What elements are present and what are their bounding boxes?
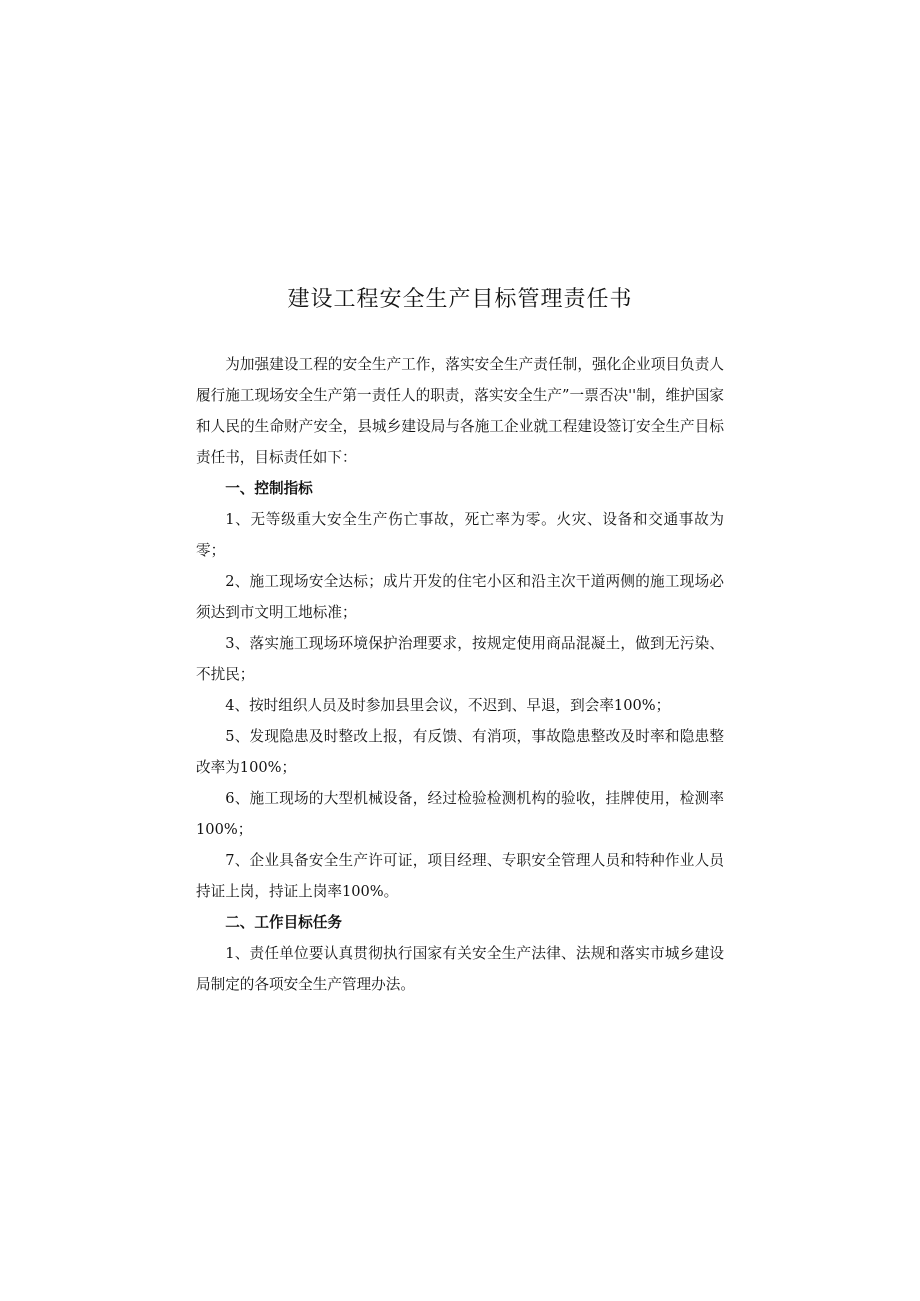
list-item: 1、责任单位要认真贯彻执行国家有关安全生产法律、法规和落实市城乡建设局制定的各项安全生产管理办法。 [196, 945, 724, 993]
list-item: 1、无等级重大安全生产伤亡事故，死亡率为零。火灾、设备和交通事故为零； [196, 511, 724, 559]
list-item: 3、落实施工现场环境保护治理要求，按规定使用商品混凝土，做到无污染、不扰民； [196, 635, 724, 683]
document-title: 建设工程安全生产目标管理责任书 [287, 287, 633, 312]
intro-paragraph: 为加强建设工程的安全生产工作，落实安全生产责任制，强化企业项目负责人履行施工现场安全生产第一责任人的职责，落实安全生产”一票否决''制，维护国家和人民的生命财产安全，县城乡建设局与各施工企业就工程建设签订安全生产目标责任书，目标责任如下： [196, 356, 724, 466]
list-item: 2、施工现场安全达标；成片开发的住宅小区和沿主次干道两侧的施工现场必须达到市文明工地标准； [196, 573, 724, 621]
list-item: 4、按时组织人员及时参加县里会议，不迟到、早退，到会率100%； [225, 697, 671, 714]
list-item: 6、施工现场的大型机械设备，经过检验检测机构的验收，挂牌使用，检测率100%； [196, 790, 724, 838]
section-heading-work-targets: 二、工作目标任务 [225, 914, 342, 931]
document-body [196, 349, 724, 1000]
list-item: 7、企业具备安全生产许可证，项目经理、专职安全管理人员和特种作业人员持证上岗，持证上岗率100%。 [196, 852, 724, 900]
list-item: 5、发现隐患及时整改上报，有反馈、有消项，事故隐患整改及时率和隐患整改率为100%； [196, 728, 724, 776]
section-heading-control-indicators: 一、控制指标 [225, 480, 313, 497]
